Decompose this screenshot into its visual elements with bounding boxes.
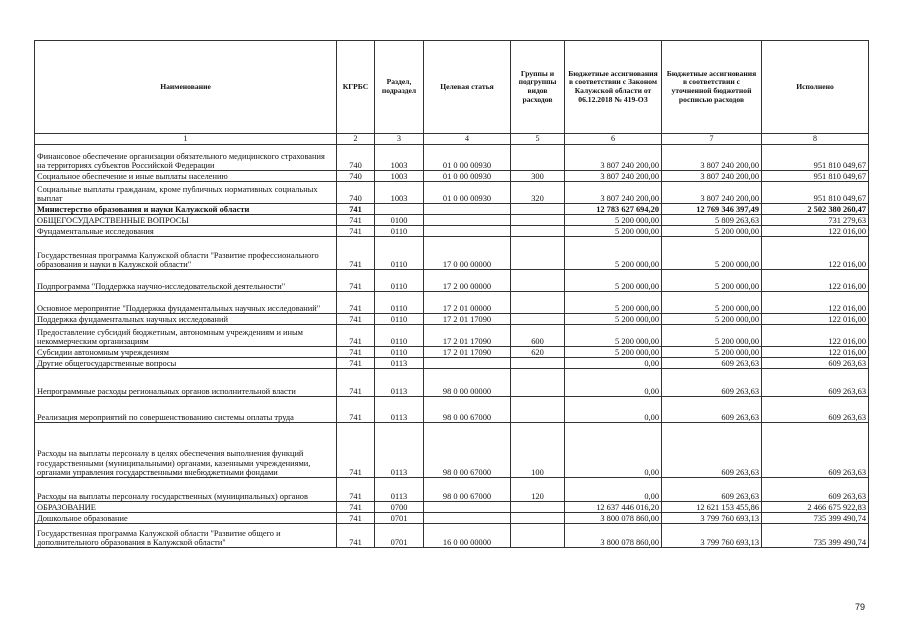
table-body [35, 145, 869, 548]
row-section-cell [375, 204, 424, 215]
header-refined-allocations: Бюджетные ассигнования в соответствии с уточненной бюджетной росписью расходов [662, 41, 762, 134]
table-row [35, 226, 869, 237]
row-law-amount-cell: 0,00 [565, 358, 662, 369]
row-executed-amount-cell: 2 502 380 260,47 [762, 204, 869, 215]
budget-table [34, 40, 869, 548]
row-target-cell: 01 0 00 00930 [424, 182, 511, 204]
row-name-cell: Социальное обеспечение и иные выплаты населению [35, 171, 337, 182]
row-target-cell: 16 0 00 00000 [424, 524, 511, 548]
row-target-cell [424, 358, 511, 369]
row-target-cell: 01 0 00 00930 [424, 171, 511, 182]
row-name-cell: ОБРАЗОВАНИЕ [35, 502, 337, 513]
row-target-cell: 17 0 00 00000 [424, 237, 511, 270]
table-row [35, 171, 869, 182]
row-executed-amount-cell: 609 263,63 [762, 397, 869, 423]
header-kgrbs: КГРБС [337, 41, 375, 134]
row-law-amount-cell: 3 807 240 200,00 [565, 182, 662, 204]
table-row [35, 397, 869, 423]
table-row [35, 292, 869, 314]
column-number: 7 [662, 134, 762, 145]
row-law-amount-cell: 5 200 000,00 [565, 270, 662, 292]
table-row [35, 314, 869, 325]
header-law-allocations: Бюджетные ассигнования в соответствии с Законом Калужской области от 06.12.2018 № 419-ОЗ [565, 41, 662, 134]
row-target-cell: 17 2 01 17090 [424, 347, 511, 358]
row-target-cell: 17 2 01 17090 [424, 325, 511, 347]
row-group-cell [511, 358, 565, 369]
row-kgrbs-cell: 741 [337, 524, 375, 548]
row-refined-amount-cell: 3 807 240 200,00 [662, 171, 762, 182]
row-name-cell: Государственная программа Калужской области "Развитие профессионального образования и науки в Калужской области" [35, 237, 337, 270]
row-executed-amount-cell: 122 016,00 [762, 314, 869, 325]
row-name-cell: Реализация мероприятий по совершенствованию системы оплаты труда [35, 397, 337, 423]
row-law-amount-cell: 5 200 000,00 [565, 292, 662, 314]
row-refined-amount-cell: 609 263,63 [662, 369, 762, 397]
row-group-cell: 100 [511, 423, 565, 478]
row-section-cell: 0110 [375, 226, 424, 237]
row-executed-amount-cell: 122 016,00 [762, 237, 869, 270]
table-row [35, 325, 869, 347]
row-section-cell: 0110 [375, 237, 424, 270]
row-group-cell: 600 [511, 325, 565, 347]
table-row [35, 502, 869, 513]
row-name-cell: Расходы на выплаты персоналу государственных (муниципальных) органов [35, 478, 337, 502]
row-executed-amount-cell: 609 263,63 [762, 478, 869, 502]
row-section-cell: 1003 [375, 145, 424, 171]
row-name-cell: Непрограммные расходы региональных органов исполнительной власти [35, 369, 337, 397]
row-group-cell [511, 292, 565, 314]
row-section-cell: 1003 [375, 182, 424, 204]
table-row [35, 145, 869, 171]
row-name-cell: Государственная программа Калужской области "Развитие общего и дополнительного образования в Калужской области" [35, 524, 337, 548]
table-row [35, 513, 869, 524]
row-executed-amount-cell: 122 016,00 [762, 270, 869, 292]
row-section-cell: 1003 [375, 171, 424, 182]
row-executed-amount-cell: 609 263,63 [762, 423, 869, 478]
column-number: 2 [337, 134, 375, 145]
row-executed-amount-cell: 122 016,00 [762, 347, 869, 358]
row-law-amount-cell: 0,00 [565, 397, 662, 423]
table-row [35, 182, 869, 204]
row-section-cell: 0113 [375, 369, 424, 397]
row-target-cell [424, 204, 511, 215]
row-name-cell: Подпрограмма "Поддержка научно-исследовательской деятельности" [35, 270, 337, 292]
row-group-cell [511, 145, 565, 171]
row-target-cell [424, 226, 511, 237]
row-executed-amount-cell: 122 016,00 [762, 292, 869, 314]
header-groups: Группы и подгруппы видов расходов [511, 41, 565, 134]
row-kgrbs-cell: 741 [337, 292, 375, 314]
row-section-cell: 0113 [375, 478, 424, 502]
row-group-cell [511, 513, 565, 524]
row-group-cell [511, 369, 565, 397]
row-name-cell: Социальные выплаты гражданам, кроме публичных нормативных социальных выплат [35, 182, 337, 204]
row-section-cell: 0110 [375, 325, 424, 347]
row-refined-amount-cell: 5 200 000,00 [662, 347, 762, 358]
row-kgrbs-cell: 741 [337, 215, 375, 226]
row-group-cell: 300 [511, 171, 565, 182]
row-kgrbs-cell: 741 [337, 314, 375, 325]
row-section-cell: 0113 [375, 358, 424, 369]
table-row [35, 524, 869, 548]
row-executed-amount-cell: 2 466 675 922,83 [762, 502, 869, 513]
header-executed: Исполнено [762, 41, 869, 134]
row-executed-amount-cell: 735 399 490,74 [762, 524, 869, 548]
row-section-cell: 0113 [375, 423, 424, 478]
row-kgrbs-cell: 741 [337, 204, 375, 215]
column-number: 8 [762, 134, 869, 145]
row-section-cell: 0110 [375, 314, 424, 325]
row-law-amount-cell: 12 637 446 016,20 [565, 502, 662, 513]
row-kgrbs-cell: 740 [337, 182, 375, 204]
row-executed-amount-cell: 122 016,00 [762, 325, 869, 347]
column-number: 5 [511, 134, 565, 145]
row-kgrbs-cell: 741 [337, 325, 375, 347]
row-kgrbs-cell: 741 [337, 347, 375, 358]
table-row [35, 215, 869, 226]
row-kgrbs-cell: 740 [337, 145, 375, 171]
header-row [35, 41, 869, 134]
column-number: 1 [35, 134, 337, 145]
row-refined-amount-cell: 3 799 760 693,13 [662, 524, 762, 548]
row-kgrbs-cell: 741 [337, 369, 375, 397]
table-row [35, 478, 869, 502]
row-section-cell: 0110 [375, 292, 424, 314]
row-executed-amount-cell: 609 263,63 [762, 358, 869, 369]
row-name-cell: ОБЩЕГОСУДАРСТВЕННЫЕ ВОПРОСЫ [35, 215, 337, 226]
row-kgrbs-cell: 741 [337, 226, 375, 237]
page-number: 79 [854, 602, 865, 612]
row-group-cell [511, 226, 565, 237]
row-group-cell [511, 204, 565, 215]
row-section-cell: 0100 [375, 215, 424, 226]
row-target-cell [424, 215, 511, 226]
row-kgrbs-cell: 741 [337, 502, 375, 513]
row-law-amount-cell: 12 783 627 694,20 [565, 204, 662, 215]
budget-report-sheet [34, 40, 868, 548]
row-group-cell [511, 270, 565, 292]
row-name-cell: Финансовое обеспечение организации обязательного медицинского страхования на территориях субъектов Российской Федерации [35, 145, 337, 171]
row-name-cell: Поддержка фундаментальных научных исследований [35, 314, 337, 325]
row-target-cell [424, 502, 511, 513]
row-law-amount-cell: 0,00 [565, 423, 662, 478]
column-number: 6 [565, 134, 662, 145]
row-group-cell [511, 215, 565, 226]
row-kgrbs-cell: 741 [337, 237, 375, 270]
column-number-row [35, 134, 869, 145]
row-executed-amount-cell: 951 810 049,67 [762, 182, 869, 204]
row-refined-amount-cell: 5 200 000,00 [662, 325, 762, 347]
row-kgrbs-cell: 741 [337, 397, 375, 423]
row-group-cell: 120 [511, 478, 565, 502]
row-section-cell: 0700 [375, 502, 424, 513]
row-refined-amount-cell: 609 263,63 [662, 478, 762, 502]
row-law-amount-cell: 5 200 000,00 [565, 325, 662, 347]
row-refined-amount-cell: 609 263,63 [662, 358, 762, 369]
row-refined-amount-cell: 3 799 760 693,13 [662, 513, 762, 524]
header-name: Наименование [35, 41, 337, 134]
row-section-cell: 0701 [375, 513, 424, 524]
table-row [35, 423, 869, 478]
row-target-cell: 01 0 00 00930 [424, 145, 511, 171]
row-name-cell: Министерство образования и науки Калужской области [35, 204, 337, 215]
table-row [35, 237, 869, 270]
row-executed-amount-cell: 951 810 049,67 [762, 145, 869, 171]
row-executed-amount-cell: 609 263,63 [762, 369, 869, 397]
row-law-amount-cell: 3 807 240 200,00 [565, 171, 662, 182]
row-refined-amount-cell: 5 200 000,00 [662, 314, 762, 325]
column-number: 3 [375, 134, 424, 145]
row-kgrbs-cell: 740 [337, 171, 375, 182]
row-section-cell: 0701 [375, 524, 424, 548]
row-group-cell [511, 397, 565, 423]
row-law-amount-cell: 5 200 000,00 [565, 314, 662, 325]
row-name-cell: Другие общегосударственные вопросы [35, 358, 337, 369]
row-group-cell [511, 314, 565, 325]
row-target-cell: 98 0 00 67000 [424, 397, 511, 423]
row-executed-amount-cell: 731 279,63 [762, 215, 869, 226]
row-group-cell: 620 [511, 347, 565, 358]
table-row [35, 270, 869, 292]
row-group-cell [511, 524, 565, 548]
row-kgrbs-cell: 741 [337, 513, 375, 524]
row-law-amount-cell: 0,00 [565, 369, 662, 397]
column-number: 4 [424, 134, 511, 145]
row-section-cell: 0113 [375, 397, 424, 423]
row-target-cell: 17 2 01 00000 [424, 292, 511, 314]
row-group-cell [511, 502, 565, 513]
row-law-amount-cell: 5 200 000,00 [565, 226, 662, 237]
row-target-cell: 98 0 00 67000 [424, 423, 511, 478]
row-refined-amount-cell: 3 807 240 200,00 [662, 145, 762, 171]
table-row [35, 347, 869, 358]
row-name-cell: Предоставление субсидий бюджетным, автономным учреждениям и иным некоммерческим организациям [35, 325, 337, 347]
row-section-cell: 0110 [375, 270, 424, 292]
row-name-cell: Субсидии автономным учреждениям [35, 347, 337, 358]
row-law-amount-cell: 5 200 000,00 [565, 215, 662, 226]
row-target-cell: 98 0 00 00000 [424, 369, 511, 397]
row-law-amount-cell: 0,00 [565, 478, 662, 502]
table-row [35, 204, 869, 215]
row-group-cell: 320 [511, 182, 565, 204]
table-row [35, 369, 869, 397]
row-kgrbs-cell: 741 [337, 270, 375, 292]
header-section: Раздел, подраздел [375, 41, 424, 134]
row-executed-amount-cell: 735 399 490,74 [762, 513, 869, 524]
row-refined-amount-cell: 12 621 153 455,86 [662, 502, 762, 513]
row-name-cell: Основное мероприятие "Поддержка фундаментальных научных исследований" [35, 292, 337, 314]
row-refined-amount-cell: 609 263,63 [662, 423, 762, 478]
row-target-cell [424, 513, 511, 524]
row-refined-amount-cell: 5 809 263,63 [662, 215, 762, 226]
row-law-amount-cell: 3 807 240 200,00 [565, 145, 662, 171]
row-target-cell: 17 2 00 00000 [424, 270, 511, 292]
row-name-cell: Расходы на выплаты персоналу в целях обеспечения выполнения функций государственными (муниципальными) органами, казенными учреждениями, органами управления государственными внебюджетными фондами [35, 423, 337, 478]
row-refined-amount-cell: 5 200 000,00 [662, 226, 762, 237]
row-name-cell: Дошкольное образование [35, 513, 337, 524]
row-kgrbs-cell: 741 [337, 478, 375, 502]
header-target: Целевая статья [424, 41, 511, 134]
row-refined-amount-cell: 5 200 000,00 [662, 270, 762, 292]
row-executed-amount-cell: 951 810 049,67 [762, 171, 869, 182]
row-refined-amount-cell: 12 769 346 397,49 [662, 204, 762, 215]
row-target-cell: 17 2 01 17090 [424, 314, 511, 325]
row-kgrbs-cell: 741 [337, 423, 375, 478]
row-law-amount-cell: 3 800 078 860,00 [565, 513, 662, 524]
row-group-cell [511, 237, 565, 270]
row-law-amount-cell: 3 800 078 860,00 [565, 524, 662, 548]
row-section-cell: 0110 [375, 347, 424, 358]
row-refined-amount-cell: 3 807 240 200,00 [662, 182, 762, 204]
row-law-amount-cell: 5 200 000,00 [565, 347, 662, 358]
row-law-amount-cell: 5 200 000,00 [565, 237, 662, 270]
row-refined-amount-cell: 5 200 000,00 [662, 237, 762, 270]
row-name-cell: Фундаментальные исследования [35, 226, 337, 237]
row-executed-amount-cell: 122 016,00 [762, 226, 869, 237]
row-target-cell: 98 0 00 67000 [424, 478, 511, 502]
table-row [35, 358, 869, 369]
row-refined-amount-cell: 609 263,63 [662, 397, 762, 423]
row-refined-amount-cell: 5 200 000,00 [662, 292, 762, 314]
row-kgrbs-cell: 741 [337, 358, 375, 369]
